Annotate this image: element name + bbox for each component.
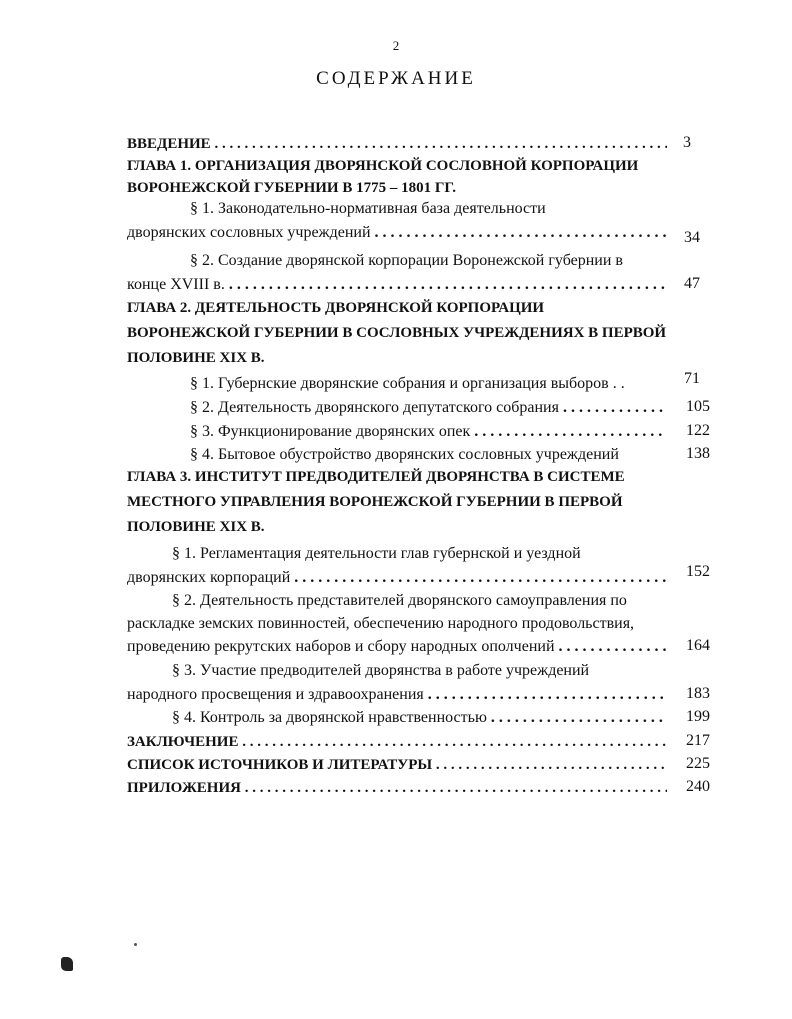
toc-entry-label: § 3. Функционирование дворянских опек [190, 423, 471, 440]
chapter-3-section-3-line-1[interactable]: § 3. Участие предводителей дворянства в работе учреждений [172, 662, 590, 679]
chapter-3-section-4[interactable] [172, 708, 667, 728]
chapter-1-heading-line-1[interactable]: ГЛАВА 1. ОРГАНИЗАЦИЯ ДВОРЯНСКОЙ СОСЛОВНОЙ КОРПОРАЦИИ [127, 158, 639, 174]
chapter-3-heading-line-1[interactable]: ГЛАВА 3. ИНСТИТУТ ПРЕДВОДИТЕЛЕЙ ДВОРЯНСТВА В СИСТЕМЕ [127, 469, 625, 485]
toc-entry-label: дворянских сословных учреждений [127, 224, 371, 241]
toc-entry-label: дворянских корпораций [127, 569, 291, 586]
toc-page-appendix: 240 [686, 778, 710, 795]
chapter-2-section-4[interactable]: § 4. Бытовое обустройство дворянских сословных учреждений [190, 446, 619, 463]
chapter-1-heading-line-2[interactable]: ВОРОНЕЖСКОЙ ГУБЕРНИИ В 1775 – 1801 ГГ. [127, 180, 457, 196]
toc-page-ch3-s3: 183 [686, 685, 710, 702]
toc-entry-label: конце XVIII в. [127, 276, 225, 293]
chapter-2-section-1[interactable]: § 1. Губернские дворянские собрания и организация выборов . . [190, 375, 625, 392]
toc-page-ch3-s2: 164 [686, 637, 710, 654]
toc-page-ch1-s2: 47 [684, 275, 700, 292]
toc-page-ch1-s1: 34 [684, 229, 700, 246]
toc-page-ch2-s2: 105 [686, 398, 710, 415]
toc-page-ch3-s1: 152 [686, 563, 710, 580]
toc-entry-label: § 2. Деятельность дворянского депутатского собрания [190, 399, 559, 416]
chapter-3-section-2-line-1[interactable]: § 2. Деятельность представителей дворянского самоуправления по [172, 592, 627, 609]
toc-entry-appendix[interactable] [127, 778, 667, 798]
chapter-2-section-2[interactable] [190, 398, 667, 418]
toc-entry-sources[interactable] [127, 755, 667, 775]
chapter-1-section-2-line-2[interactable] [127, 275, 667, 295]
toc-entry-label: ВВЕДЕНИЕ [127, 136, 211, 152]
chapter-1-section-1-line-2[interactable] [127, 223, 667, 243]
toc-entry-label: проведению рекрутских наборов и сбору народных ополчений [127, 638, 555, 655]
toc-page-sources: 225 [686, 755, 710, 772]
chapter-2-section-3[interactable] [190, 422, 667, 442]
toc-page-ch2-s3: 122 [686, 422, 710, 439]
chapter-2-heading-line-2[interactable]: ВОРОНЕЖСКОЙ ГУБЕРНИИ В СОСЛОВНЫХ УЧРЕЖДЕНИЯХ В ПЕРВОЙ [127, 325, 667, 341]
chapter-3-heading-line-3[interactable]: ПОЛОВИНЕ XIX В. [127, 519, 265, 535]
chapter-3-section-1-line-1[interactable]: § 1. Регламентация деятельности глав губернской и уездной [172, 545, 581, 562]
chapter-3-section-3-line-2[interactable] [127, 685, 667, 705]
chapter-1-section-2-line-1[interactable]: § 2. Создание дворянской корпорации Воронежской губернии в [190, 252, 623, 269]
toc-page-conclusion: 217 [686, 732, 710, 749]
scan-artifact-mark [61, 957, 73, 971]
chapter-2-heading-line-3[interactable]: ПОЛОВИНЕ XIX В. [127, 350, 265, 366]
toc-entry-label: ЗАКЛЮЧЕНИЕ [127, 734, 239, 750]
toc-page-ch2-s4: 138 [686, 445, 710, 462]
toc-entry-intro[interactable] [127, 134, 667, 154]
chapter-3-heading-line-2[interactable]: МЕСТНОГО УПРАВЛЕНИЯ ВОРОНЕЖСКОЙ ГУБЕРНИИ В ПЕРВОЙ [127, 494, 623, 510]
toc-entry-label: § 4. Контроль за дворянской нравственностью [172, 709, 487, 726]
toc-entry-label: СПИСОК ИСТОЧНИКОВ И ЛИТЕРАТУРЫ [127, 757, 433, 773]
page-number: 2 [392, 38, 400, 53]
toc-entry-label: народного просвещения и здравоохранения [127, 686, 424, 703]
chapter-1-section-1-line-1[interactable]: § 1. Законодательно-нормативная база деятельности [190, 200, 546, 217]
toc-entry-conclusion[interactable] [127, 732, 667, 752]
toc-page-intro: 3 [683, 134, 691, 151]
chapter-3-section-1-line-2[interactable] [127, 568, 667, 588]
scan-speck [134, 943, 137, 946]
toc-entry-label: ПРИЛОЖЕНИЯ [127, 780, 241, 796]
page-title: СОДЕРЖАНИЕ [316, 68, 476, 89]
toc-page-ch3-s4: 199 [686, 708, 710, 725]
chapter-3-section-2-line-2[interactable]: раскладке земских повинностей, обеспечению народного продовольствия, [127, 615, 635, 632]
toc-page-ch2-s1: 71 [684, 370, 700, 387]
chapter-2-heading-line-1[interactable]: ГЛАВА 2. ДЕЯТЕЛЬНОСТЬ ДВОРЯНСКОЙ КОРПОРАЦИИ [127, 300, 545, 316]
chapter-3-section-2-line-3[interactable] [127, 637, 667, 657]
